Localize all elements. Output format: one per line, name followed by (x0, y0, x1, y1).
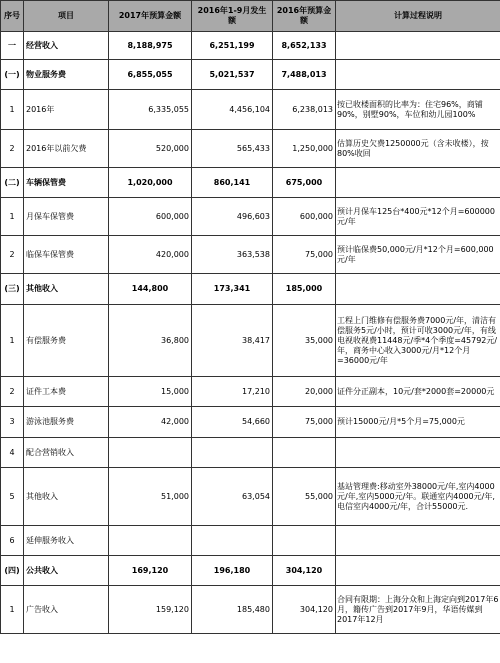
row-note: 按已收楼面积的比率为：住宅96%，商铺90%，别墅90%，车位和幼儿园100% (336, 90, 500, 130)
row-actual-2016: 38,417 (192, 305, 273, 377)
row-note: 基站管理费:移动室外38000元/年,室内4000元/年,室内5000元/年。联通室内4000元/年,电信室内4000元/年，合计55000元. (336, 468, 500, 526)
row-budget-2016: 75,000 (273, 236, 336, 274)
row-actual-2016: 17,210 (192, 377, 273, 407)
row-seq: 一 (1, 32, 24, 60)
row-budget-2017: 6,855,055 (109, 60, 192, 90)
row-budget-2016: 600,000 (273, 198, 336, 236)
row-seq: (一) (1, 60, 24, 90)
row-actual-2016: 185,480 (192, 586, 273, 634)
row-seq: 4 (1, 438, 24, 468)
row-item: 延伸服务收入 (24, 526, 109, 556)
row-seq: (三) (1, 274, 24, 305)
row-actual-2016: 63,054 (192, 468, 273, 526)
table-row (1, 526, 500, 556)
row-item: 临保车保管费 (24, 236, 109, 274)
table-row (1, 198, 500, 236)
row-budget-2017: 36,800 (109, 305, 192, 377)
row-budget-2017: 15,000 (109, 377, 192, 407)
table-row (1, 90, 500, 130)
row-budget-2016: 20,000 (273, 377, 336, 407)
row-budget-2017: 600,000 (109, 198, 192, 236)
table-row (1, 586, 500, 634)
row-actual-2016: 496,603 (192, 198, 273, 236)
table-row (1, 377, 500, 407)
row-budget-2016: 675,000 (273, 168, 336, 198)
row-budget-2016: 304,120 (273, 586, 336, 634)
row-note: 预计15000元/月*5个月=75,000元 (336, 407, 500, 438)
row-budget-2017: 51,000 (109, 468, 192, 526)
row-budget-2016: 1,250,000 (273, 130, 336, 168)
row-budget-2016: 55,000 (273, 468, 336, 526)
header-budget-2016: 2016年预算金额 (273, 1, 336, 32)
row-seq: (四) (1, 556, 24, 586)
row-actual-2016: 196,180 (192, 556, 273, 586)
row-note (336, 274, 500, 305)
table-row (1, 60, 500, 90)
row-note (336, 438, 500, 468)
row-note (336, 556, 500, 586)
row-note: 合同有限期：上海分众和上海定向到2017年6月，籍传广告到2017年9月，华语传媒到2017年12月 (336, 586, 500, 634)
header-actual-2016: 2016年1-9月发生额 (192, 1, 273, 32)
row-budget-2016: 75,000 (273, 407, 336, 438)
row-actual-2016: 5,021,537 (192, 60, 273, 90)
header-seq: 序号 (1, 1, 24, 32)
row-seq: 6 (1, 526, 24, 556)
row-budget-2017: 144,800 (109, 274, 192, 305)
header-row (1, 1, 500, 32)
row-budget-2016: 6,238,013 (273, 90, 336, 130)
row-budget-2017: 6,335,055 (109, 90, 192, 130)
table-row (1, 438, 500, 468)
row-note (336, 32, 500, 60)
row-budget-2017: 169,120 (109, 556, 192, 586)
row-item: 游泳池服务费 (24, 407, 109, 438)
header-note: 计算过程说明 (336, 1, 500, 32)
header-budget-2017: 2017年预算金额 (109, 1, 192, 32)
table-row (1, 305, 500, 377)
table-row (1, 556, 500, 586)
row-note: 工程上门维修有偿服务费7000元/年，清洁有偿服务5元/小时，预计可收3000元/年，有线电视收视费11448元/季*4个季度=45792元/年，商务中心收入3000元/月*12个月=36000元/年 (336, 305, 500, 377)
table-row (1, 236, 500, 274)
row-budget-2016: 7,488,013 (273, 60, 336, 90)
row-actual-2016: 363,538 (192, 236, 273, 274)
row-budget-2016: 8,652,133 (273, 32, 336, 60)
table-row (1, 32, 500, 60)
row-seq: 2 (1, 377, 24, 407)
row-seq: 2 (1, 130, 24, 168)
table-row (1, 407, 500, 438)
row-seq: 1 (1, 198, 24, 236)
row-seq: 1 (1, 586, 24, 634)
row-note (336, 526, 500, 556)
row-note: 预计临保费50,000元/月*12个月=600,000元/年 (336, 236, 500, 274)
row-actual-2016: 860,141 (192, 168, 273, 198)
row-actual-2016: 6,251,199 (192, 32, 273, 60)
row-seq: (二) (1, 168, 24, 198)
row-item: 2016年 (24, 90, 109, 130)
header-item: 项目 (24, 1, 109, 32)
row-item: 月保车保管费 (24, 198, 109, 236)
row-actual-2016: 173,341 (192, 274, 273, 305)
row-budget-2016 (273, 526, 336, 556)
row-item: 其他收入 (24, 468, 109, 526)
table-row (1, 168, 500, 198)
row-item: 广告收入 (24, 586, 109, 634)
row-actual-2016: 54,660 (192, 407, 273, 438)
row-budget-2016: 35,000 (273, 305, 336, 377)
row-item: 2016年以前欠费 (24, 130, 109, 168)
row-seq: 2 (1, 236, 24, 274)
row-item: 物业服务费 (24, 60, 109, 90)
row-budget-2016: 185,000 (273, 274, 336, 305)
row-item: 其他收入 (24, 274, 109, 305)
table-row (1, 274, 500, 305)
row-item: 配合营销收入 (24, 438, 109, 468)
table-row (1, 468, 500, 526)
row-budget-2017: 159,120 (109, 586, 192, 634)
row-item: 有偿服务费 (24, 305, 109, 377)
row-note: 证件分正副本，10元/套*2000套=20000元 (336, 377, 500, 407)
row-actual-2016 (192, 526, 273, 556)
row-budget-2017: 520,000 (109, 130, 192, 168)
row-budget-2017: 8,188,975 (109, 32, 192, 60)
row-actual-2016: 565,433 (192, 130, 273, 168)
row-budget-2017 (109, 526, 192, 556)
row-item: 证件工本费 (24, 377, 109, 407)
row-item: 经营收入 (24, 32, 109, 60)
row-note: 估算历史欠费1250000元（含未收楼），按80%收回 (336, 130, 500, 168)
row-budget-2017: 1,020,000 (109, 168, 192, 198)
row-seq: 1 (1, 305, 24, 377)
row-budget-2017: 42,000 (109, 407, 192, 438)
row-item: 车辆保管费 (24, 168, 109, 198)
row-note (336, 168, 500, 198)
row-actual-2016 (192, 438, 273, 468)
row-budget-2016: 304,120 (273, 556, 336, 586)
row-note: 预计月保车125台*400元*12个月=600000元/年 (336, 198, 500, 236)
row-note (336, 60, 500, 90)
row-actual-2016: 4,456,104 (192, 90, 273, 130)
row-seq: 5 (1, 468, 24, 526)
row-budget-2017 (109, 438, 192, 468)
table-row (1, 130, 500, 168)
row-seq: 1 (1, 90, 24, 130)
row-budget-2016 (273, 438, 336, 468)
row-budget-2017: 420,000 (109, 236, 192, 274)
row-seq: 3 (1, 407, 24, 438)
row-item: 公共收入 (24, 556, 109, 586)
